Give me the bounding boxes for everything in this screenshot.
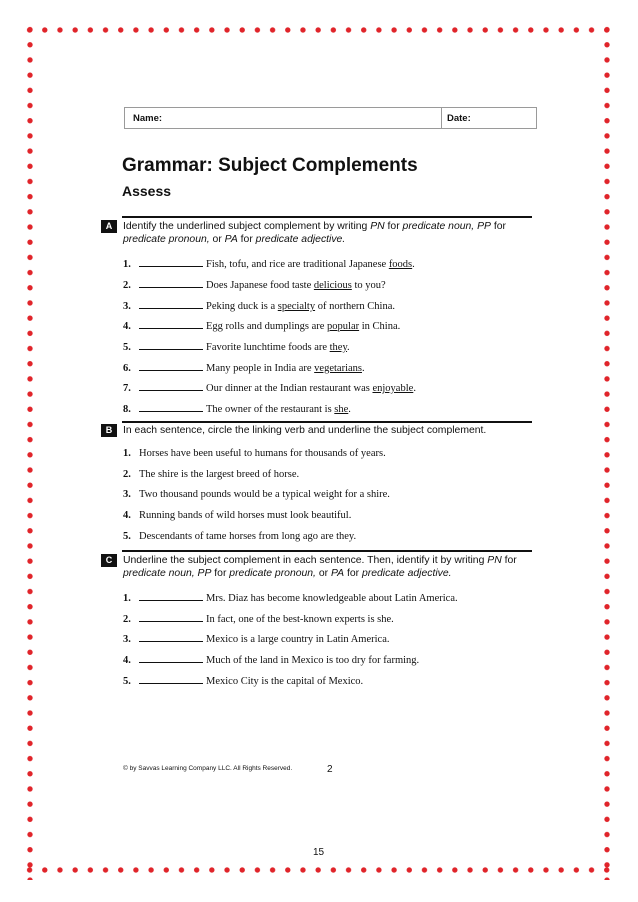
answer-blank[interactable] [139, 339, 203, 350]
name-date-box [124, 107, 537, 129]
answer-blank[interactable] [139, 590, 203, 601]
section-a-instructions: Identify the underlined subject complement by writing PN for predicate noun, PP for predicate pronoun, or PA for predicate adjective. [123, 221, 506, 245]
section-b-item: 3. Two thousand pounds would be a typical weight for a shire. [123, 489, 390, 500]
answer-blank[interactable] [139, 611, 203, 622]
section-a-item: 4. Egg rolls and dumplings are popular in China. [123, 318, 400, 332]
answer-blank[interactable] [139, 256, 203, 267]
section-c-instructions: Underline the subject complement in each sentence. Then, identify it by writing PN for predicate noun, PP for predicate pronoun, or PA for predicate adjective. [123, 555, 517, 579]
border-left [25, 22, 35, 880]
section-a-item: 2. Does Japanese food taste delicious to you? [123, 277, 386, 291]
section-a-badge: A [101, 220, 117, 233]
answer-blank[interactable] [139, 652, 203, 663]
section-b-rule [122, 421, 532, 423]
section-a-item: 3. Peking duck is a specialty of northern China. [123, 298, 395, 312]
section-c-item: 5. Mexico City is the capital of Mexico. [123, 673, 363, 687]
name-label: Name: [133, 113, 163, 124]
date-label: Date: [447, 113, 471, 124]
inner-page-number: 2 [327, 764, 333, 775]
section-c-item: 1. Mrs. Diaz has become knowledgeable about Latin America. [123, 590, 458, 604]
answer-blank[interactable] [139, 401, 203, 412]
section-c-badge: C [101, 554, 117, 567]
answer-blank[interactable] [139, 380, 203, 391]
page-title: Grammar: Subject Complements [122, 155, 418, 176]
border-bottom [22, 865, 616, 875]
border-right [602, 22, 612, 880]
section-a-item: 7. Our dinner at the Indian restaurant was enjoyable. [123, 380, 416, 394]
answer-blank[interactable] [139, 631, 203, 642]
section-c-item: 4. Much of the land in Mexico is too dry for farming. [123, 652, 419, 666]
section-a-item: 1. Fish, tofu, and rice are traditional Japanese foods. [123, 256, 415, 270]
section-b-item: 2. The shire is the largest breed of horse. [123, 469, 300, 480]
section-b-item: 4. Running bands of wild horses must look beautiful. [123, 510, 352, 521]
section-c-rule [122, 550, 532, 552]
page-subtitle: Assess [122, 183, 172, 199]
answer-blank[interactable] [139, 277, 203, 288]
border-top [22, 25, 616, 35]
section-b-instructions: In each sentence, circle the linking verb and underline the subject complement. [123, 425, 487, 436]
section-a-item: 6. Many people in India are vegetarians. [123, 360, 365, 374]
section-a-rule [122, 216, 532, 218]
section-a-item: 8. The owner of the restaurant is she. [123, 401, 351, 415]
answer-blank[interactable] [139, 673, 203, 684]
section-c-item: 3. Mexico is a large country in Latin America. [123, 631, 390, 645]
copyright-notice: © by Savvas Learning Company LLC. All Rights Reserved. [123, 765, 293, 772]
answer-blank[interactable] [139, 360, 203, 371]
page-number: 15 [313, 847, 325, 858]
answer-blank[interactable] [139, 298, 203, 309]
section-c-item: 2. In fact, one of the best-known experts is she. [123, 611, 394, 625]
section-b-item: 5. Descendants of tame horses from long ago are they. [123, 531, 357, 542]
answer-blank[interactable] [139, 318, 203, 329]
section-b-item: 1. Horses have been useful to humans for thousands of years. [123, 448, 386, 459]
section-a-item: 5. Favorite lunchtime foods are they. [123, 339, 350, 353]
name-date-divider [441, 108, 442, 128]
section-b-badge: B [101, 424, 117, 437]
